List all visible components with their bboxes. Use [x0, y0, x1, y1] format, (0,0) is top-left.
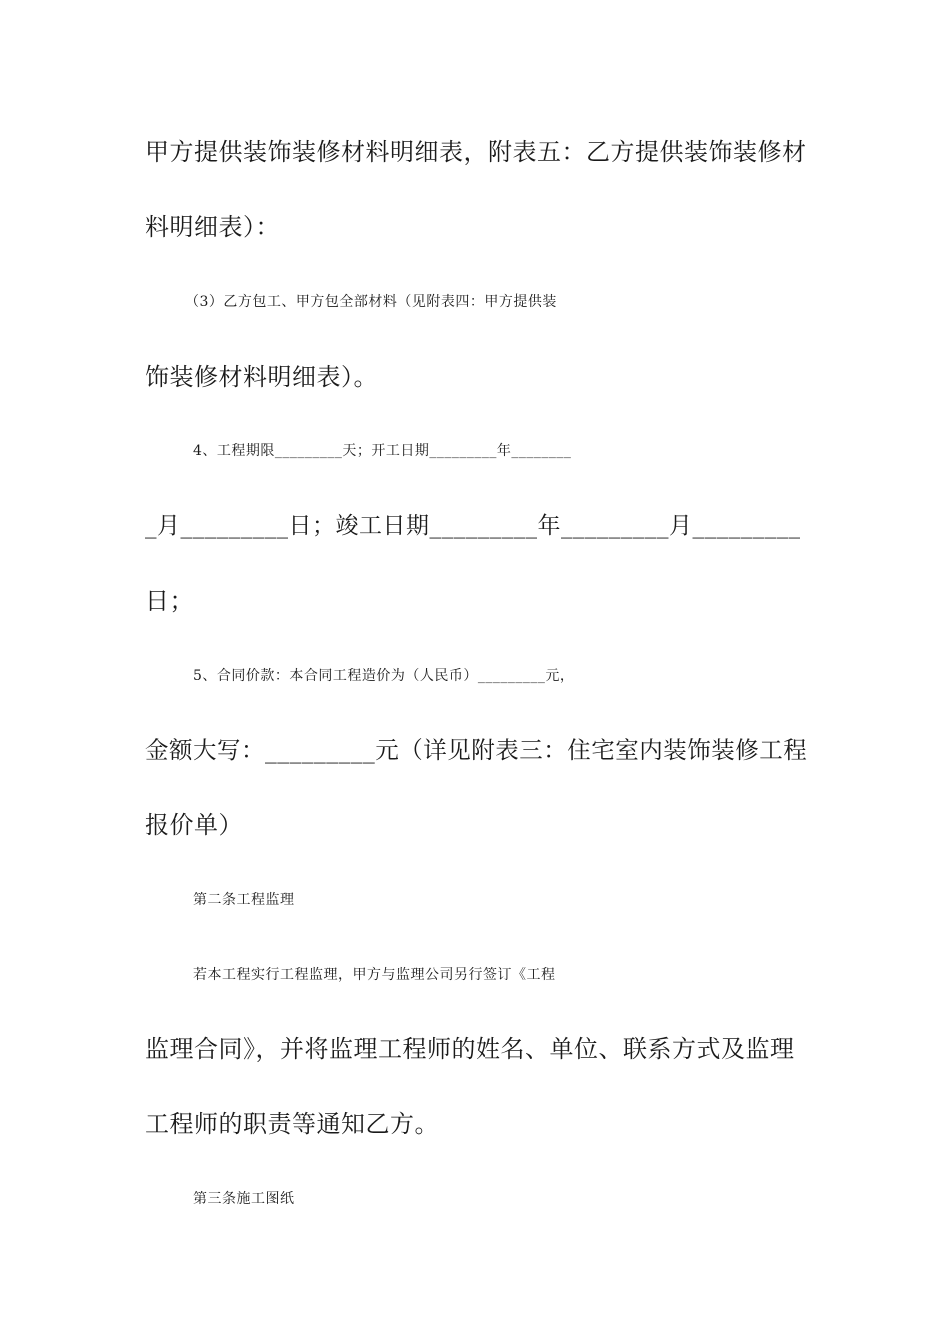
text-line: 5、合同价款：本合同工程造价为（人民币）_________元，	[193, 668, 575, 684]
text-line: 日；	[145, 587, 194, 615]
text-line: 监理合同》，并将监理工程师的姓名、单位、联系方式及监理	[145, 1035, 795, 1063]
text-line: 4、工程期限_________天；开工日期_________年________	[193, 443, 572, 459]
text-line: 料明细表）：	[145, 213, 280, 241]
text-line: 若本工程实行工程监理，甲方与监理公司另行签订《工程	[193, 967, 556, 983]
text-line: （3）乙方包工、甲方包全部材料（见附表四：甲方提供装	[185, 294, 557, 310]
text-line: 金额大写：_________元（详见附表三：住宅室内装饰装修工程	[145, 736, 808, 764]
section-heading: 第二条工程监理	[193, 892, 295, 908]
text-line: 工程师的职责等通知乙方。	[145, 1110, 439, 1138]
text-line: _月_________日；竣工日期_________年_________月_________	[145, 513, 801, 539]
text-line: 报价单）	[145, 811, 243, 839]
text-line: 甲方提供装饰装修材料明细表，附表五：乙方提供装饰装修材	[145, 138, 807, 166]
section-heading: 第三条施工图纸	[193, 1191, 295, 1207]
text-line: 饰装修材料明细表）。	[145, 363, 378, 391]
